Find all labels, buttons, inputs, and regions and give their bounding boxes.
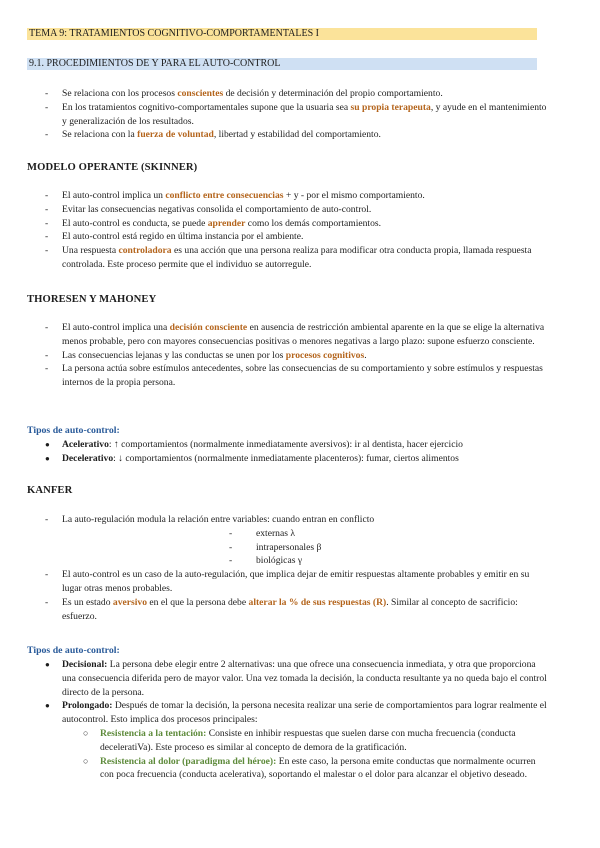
- heading-skinner: MODELO OPERANTE (SKINNER): [27, 162, 198, 173]
- kanfer-sublist: [27, 527, 547, 568]
- list-item: - El auto-control implica un conflicto entre consecuencias + y - por el mismo comportamiento.: [27, 189, 547, 203]
- types-heading-2: Tipos de auto-control:: [27, 645, 120, 656]
- list-item: - Es un estado aversivo en el que la persona debe alterar la % de sus respuestas (R). Similar al concepto de sacrificio: esfuerzo.: [27, 596, 547, 624]
- chapter-title: TEMA 9: TRATAMIENTOS COGNITIVO-COMPORTAMENTALES I: [27, 28, 537, 40]
- list-item: ○ Resistencia a la tentación: Consiste en inhibir respuestas que suelen darse con mucha frecuencia (conducta deceleratiVa). Este proceso es similar al concepto de demora de la gratificación.: [27, 727, 547, 755]
- list-item: - Se relaciona con la fuerza de voluntad, libertad y estabilidad del comportamiento.: [27, 128, 547, 142]
- list-item: - biológicas γ: [27, 554, 547, 568]
- list-item: - La persona actúa sobre estímulos antecedentes, sobre las consecuencias de su comportamiento y sobre estímulos y respuestas internos de la propia persona.: [27, 362, 547, 390]
- list-item: - Las consecuencias lejanas y las conductas se unen por los procesos cognitivos.: [27, 349, 547, 363]
- list-item: ● Decisional: La persona debe elegir entre 2 alternativas: una que ofrece una consecuencia inmediata, y otra que proporciona una consecuencia diferida pero de mayor valor. Una vez tomada la decisión, la conducta resultante ya no queda bajo el control directo de la persona.: [27, 658, 547, 699]
- list-item: - intrapersonales β: [27, 541, 547, 555]
- list-item: - El auto-control es un caso de la auto-regulación, que implica dejar de emitir respuestas altamente probables y emitir en su lugar otras menos probables.: [27, 568, 547, 596]
- skinner-list: [27, 189, 547, 272]
- thoresen-list: [27, 321, 547, 390]
- list-item: ○ Resistencia al dolor (paradigma del héroe): En este caso, la persona emite conductas que normalmente ocurren con poca frecuencia (conducta acelerativa), soportando el malestar o el dolor para alcanzar el objetivo deseado.: [27, 755, 547, 783]
- list-item: - Evitar las consecuencias negativas consolida el comportamiento de auto-control.: [27, 203, 547, 217]
- list-item: - Se relaciona con los procesos conscientes de decisión y determinación del propio comportamiento.: [27, 87, 547, 101]
- list-item: ● Decelerativo: ↓ comportamientos (normalmente inmediatamente placenteros): fumar, ciertos alimentos: [27, 452, 547, 466]
- list-item: - externas λ: [27, 527, 547, 541]
- types-heading-1: Tipos de auto-control:: [27, 425, 120, 436]
- types-list-2: [27, 658, 547, 782]
- list-item: - La auto-regulación modula la relación entre variables: cuando entran en conflicto: [27, 513, 547, 527]
- list-item: - El auto-control implica una decisión consciente en ausencia de restricción ambiental aparente en la que se elige la alternativa menos probable, pero con mayores consecuencias positivas o menores negativas a largo plazo: supone esfuerzo consciente.: [27, 321, 547, 349]
- section-title: 9.1. PROCEDIMIENTOS DE Y PARA EL AUTO-CONTROL: [27, 58, 537, 70]
- heading-thoresen: THORESEN Y MAHONEY: [27, 294, 157, 305]
- types-list-1: [27, 438, 547, 466]
- list-item: - En los tratamientos cognitivo-comportamentales supone que la usuaria sea su propia terapeuta, y ayude en el mantenimiento y generalización de los resultados.: [27, 101, 547, 129]
- kanfer-list: [27, 513, 547, 623]
- list-item: - El auto-control es conducta, se puede aprender como los demás comportamientos.: [27, 217, 547, 231]
- list-item: - Una respuesta controladora es una acción que una persona realiza para modificar otra conducta propia, llamada respuesta controlada. Este proceso permite que el individuo se autorregule.: [27, 244, 547, 272]
- list-item: ● Acelerativo: ↑ comportamientos (normalmente inmediatamente aversivos): ir al dentista, hacer ejercicio: [27, 438, 547, 452]
- list-item: - El auto-control está regido en última instancia por el ambiente.: [27, 230, 547, 244]
- heading-kanfer: KANFER: [27, 485, 73, 496]
- types-sublist-2: [27, 727, 547, 782]
- intro-list: [27, 87, 547, 142]
- list-item: ● Prolongado: Después de tomar la decisión, la persona necesita realizar una serie de comportamientos para lograr realmente el autocontrol. Esto implica dos procesos principales:: [27, 699, 547, 727]
